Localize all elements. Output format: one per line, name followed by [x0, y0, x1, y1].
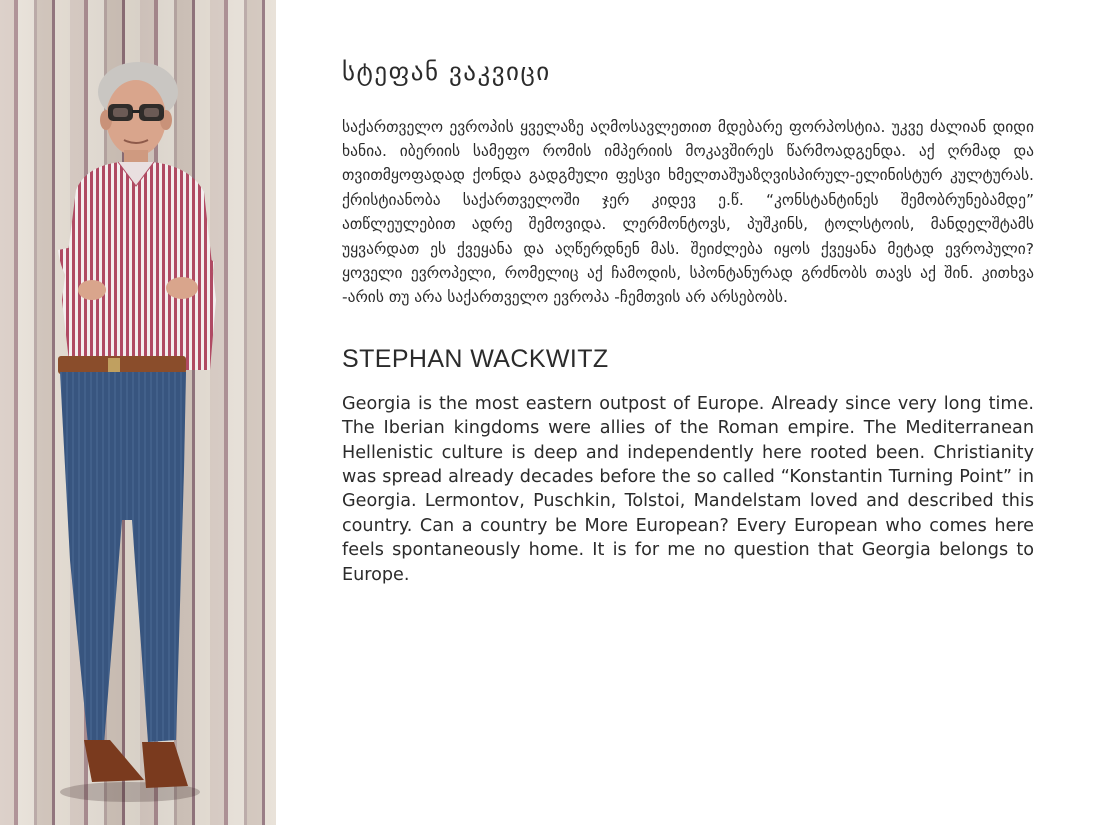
- english-name-heading: STEPHAN WACKWITZ: [342, 344, 609, 373]
- author-figure-illustration: [0, 0, 276, 825]
- author-photo: [0, 0, 276, 825]
- english-quote-paragraph: Georgia is the most eastern outpost of Europe. Already since very long time. The Iberian kingdoms were allies of the Roman empire. The Mediterranean Hellenistic culture is deep and independently here rooted been. Christianity was spread already decades before the so called “Konstantin Turning Point” in Georgia. Lermontov, Puschkin, Tolstoi, Mandelstam loved and described this country. Can a country be More European? Every European who comes here feels spontaneously home. It is for me no question that Georgia belongs to Europe.: [342, 393, 1034, 585]
- georgian-quote-paragraph: საქართველო ევროპის ყველაზე აღმოსავლეთით მდებარე ფორპოსტია. უკვე ძალიან დიდი ხანია. იბერიის სამეფო რომის იმპერიის მოკავშირეს წარმოადგენდა. აქ ღრმად და თვითმყოფადად ქონდა გადგმული ფესვი ხმელთაშუაზღვისპირულ-ელინისტურ კულტურას. ქრისტიანობა საქართველოში ჯერ კიდევ ე.წ. “კონსტანტინეს შემობრუნებამდე” ათწლეულებით ადრე შემოვიდა. ლერმონტოვს, პუშკინს, ტოლსტოის, მანდელშტამს უყვარდათ ეს ქვეყანა და აღწერდნენ მას. შეიძლება იყოს ქვეყანა მეტად ევროპული? ყოველი ევროპელი, რომელიც აქ ჩამოდის, სპონტანურად გრძნობს თავს აქ შინ. კითხვა -არის თუ არა საქართველო ევროპა -ჩემთვის არ არსებობს.: [342, 117, 1034, 307]
- georgian-name-heading: სტეფან ვაკვიცი: [342, 57, 551, 86]
- text-column: [342, 56, 1034, 587]
